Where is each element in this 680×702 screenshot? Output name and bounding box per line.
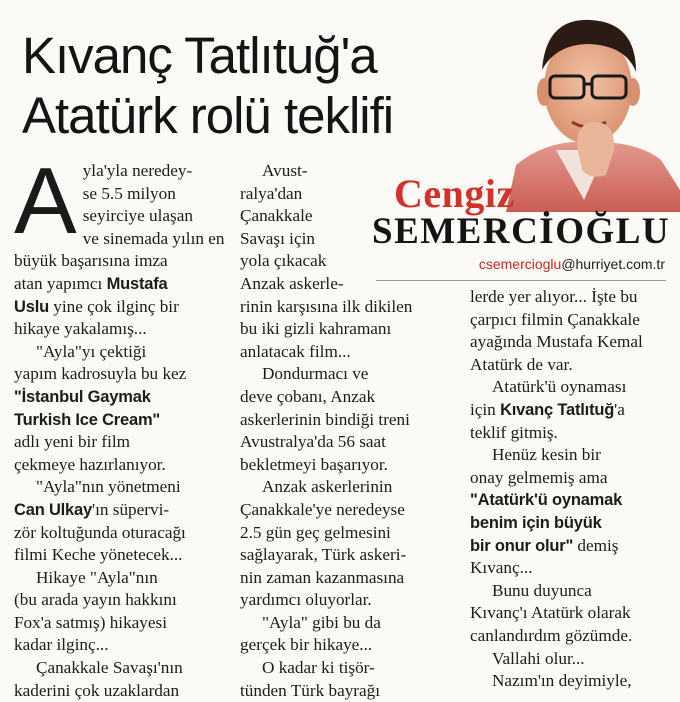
text-line: Vallahi olur... xyxy=(492,648,585,668)
text-line: filmi Keche yönetecek... xyxy=(14,545,183,565)
text-line: nin zaman kazanmasına xyxy=(240,567,405,587)
text-line: teklif gitmiş. xyxy=(470,422,558,442)
text-line: "Ayla"yı çektiği xyxy=(36,341,147,361)
text-line: hikaye yakalamış... xyxy=(14,319,147,339)
text-line: adlı yeni bir film xyxy=(14,432,130,452)
text-line xyxy=(14,499,224,522)
text-line: Dondurmacı ve xyxy=(262,364,369,384)
headline xyxy=(22,26,542,146)
text-line: yapım kadrosuyla bu kez xyxy=(14,364,187,384)
text-line: deve çobanı, Anzak xyxy=(240,386,376,406)
text-run: için xyxy=(470,399,496,419)
text-line: Fox'a satmış) hikayesi xyxy=(14,612,167,632)
text-line: seyirciye ulaşan xyxy=(82,206,193,226)
text-line: ayağında Mustafa Kemal xyxy=(470,332,643,352)
text-line: canlandırdım gözümde. xyxy=(470,625,633,645)
text-line: Kıvanç... xyxy=(470,558,533,578)
author-email-user: csemercioglu xyxy=(478,256,562,272)
text-line: yla'yla neredey- xyxy=(82,161,193,180)
text-line xyxy=(14,273,224,296)
text-line: kaderini çok uzaklardan xyxy=(14,680,180,700)
text-run: atan yapımcı xyxy=(14,273,103,293)
bold-quote: "Atatürk'ü oynamak xyxy=(470,491,623,510)
text-line: askerlerinin bindiği treni xyxy=(240,409,410,429)
text-line: büyük başarısına imza xyxy=(14,251,168,271)
bold-title: "İstanbul Gaymak xyxy=(14,387,151,406)
article-column-3 xyxy=(470,286,675,693)
text-line: "Ayla" gibi bu da xyxy=(262,612,381,632)
text-line: Kıvanç'ı Atatürk olarak xyxy=(470,603,631,623)
text-line: onay gelmemiş ama xyxy=(470,467,608,487)
text-line: Henüz kesin bir xyxy=(492,445,601,465)
text-run: demiş xyxy=(577,535,619,555)
text-line: tünden Türk bayrağı xyxy=(240,680,381,700)
bold-name: Uslu xyxy=(14,297,49,316)
text-line: lerde yer alıyor... İşte bu xyxy=(470,287,638,306)
author-email-domain: @hurriyet.com.tr xyxy=(561,256,665,272)
bold-name: Can Ulkay xyxy=(14,500,92,519)
text-line xyxy=(14,296,224,319)
text-line: Hikaye "Ayla"nın xyxy=(36,567,158,587)
author-first-name: Cengiz xyxy=(394,171,515,216)
headline-line-1: Kıvanç Tatlıtuğ'a xyxy=(22,27,377,84)
text-line: bu iki gizli kahramanı xyxy=(240,319,392,339)
text-line: "Ayla"nın yönetmeni xyxy=(36,477,181,497)
text-line xyxy=(470,399,675,422)
text-line: anlatacak film... xyxy=(240,341,351,361)
text-line: çekmeye hazırlanıyor. xyxy=(14,454,166,474)
text-line: Atatürk'ü oynaması xyxy=(492,377,627,397)
text-line xyxy=(470,489,675,512)
text-line: O kadar ki tişör- xyxy=(262,658,375,678)
text-line: (bu arada yayın hakkını xyxy=(14,590,177,610)
text-line: Nazım'ın deyimiyle, xyxy=(492,671,632,691)
text-line: ve sinemada yılın en xyxy=(82,228,225,248)
article-column-2 xyxy=(240,160,450,702)
text-line: gerçek bir hikaye... xyxy=(240,635,373,655)
text-run: 'ın süpervi- xyxy=(92,499,170,519)
text-line: Anzak askerlerinin xyxy=(262,477,393,497)
bold-title: Turkish Ice Cream" xyxy=(14,410,161,429)
text-line xyxy=(14,386,224,409)
bold-quote: benim için büyük xyxy=(470,513,602,532)
text-line: kadar ilginç... xyxy=(14,635,109,655)
text-line: Çanakkale Savaşı'nın xyxy=(36,658,183,678)
text-line xyxy=(470,512,675,535)
text-run: 'a xyxy=(614,399,625,419)
text-line: Anzak askerle- xyxy=(240,273,344,293)
author-email[interactable] xyxy=(479,256,665,272)
text-line: Avustralya'da 56 saat xyxy=(240,432,386,452)
bold-name: Mustafa xyxy=(106,274,168,293)
text-line: 2.5 gün geç gelmesini xyxy=(240,522,391,542)
text-line: çarpıcı filmin Çanakkale xyxy=(470,309,640,329)
text-line: Avust- xyxy=(262,161,308,180)
bold-quote: bir onur olur" xyxy=(470,536,574,555)
article-column-1 xyxy=(14,148,225,702)
drop-cap: A xyxy=(14,148,77,253)
text-line: yardımcı oluyorlar. xyxy=(240,590,372,610)
bold-name: Kıvanç Tatlıtuğ xyxy=(500,400,615,419)
text-line: bekletmeyi başarıyor. xyxy=(240,454,388,474)
text-line: Atatürk de var. xyxy=(470,354,573,374)
text-line: ralya'dan xyxy=(240,183,303,203)
text-line xyxy=(470,535,675,558)
text-line xyxy=(14,409,224,432)
headline-line-2: Atatürk rolü teklifi xyxy=(22,87,394,144)
author-last-name: SEMERCİOĞLU xyxy=(372,211,671,252)
text-line: Çanakkale xyxy=(240,206,313,226)
text-line: rinin karşısına ilk dikilen xyxy=(240,296,413,316)
text-line: Savaşı için xyxy=(240,228,315,248)
text-line: zör koltuğunda oturacağı xyxy=(14,522,186,542)
text-line: yola çıkacak xyxy=(240,251,327,271)
text-line: Bunu duyunca xyxy=(492,580,592,600)
text-line: se 5.5 milyon xyxy=(82,183,176,203)
text-line: Çanakkale'ye neredeyse xyxy=(240,499,405,519)
text-line: sağlayarak, Türk askeri- xyxy=(240,545,407,565)
text-run: yine çok ilginç bir xyxy=(53,296,179,316)
